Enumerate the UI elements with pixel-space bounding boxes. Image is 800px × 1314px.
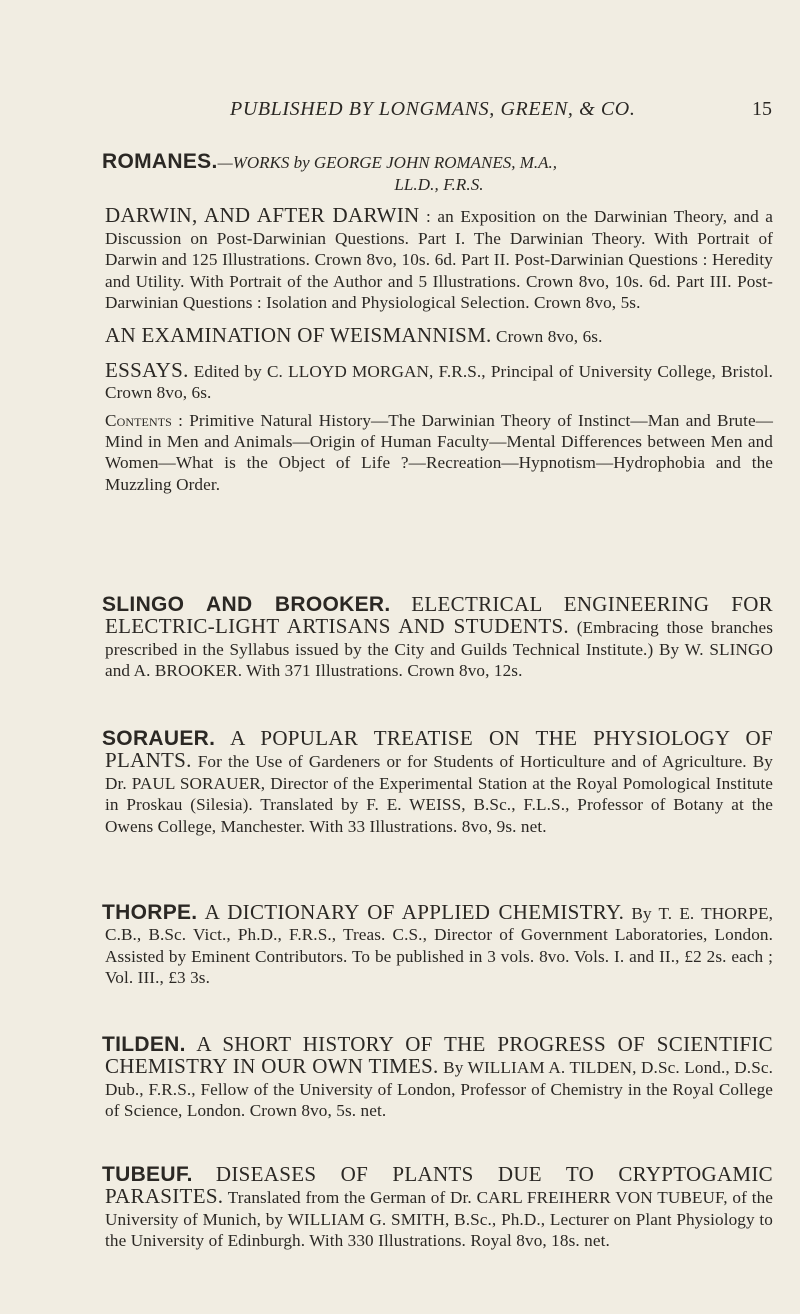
entry-author: SORAUER. [102, 727, 216, 750]
contents-text: Primitive Natural History—The Darwinian Theory of Instinct—Man and Brute—Mind in Men and Animals—Origin of Human Faculty—Mental Differences between Men and Women—What is the Object of Life ?—Recreation—Hypnotism—Hydrophobia and the Muzzling Order. [105, 410, 773, 494]
entry-author: TUBEUF. [102, 1163, 193, 1186]
work-description: Translated from the German of Dr. CARL FREIHERR VON TUBEUF, of the University of Munich, by WILLIAM G. SMITH, B.Sc., Ph.D., Lecturer on Plant Physiology to the University of Edinburgh. With 330 Illustrations. Royal 8vo, 18s. net. [105, 1188, 773, 1251]
entry-sorauer [102, 726, 773, 837]
entry-tilden [102, 1032, 773, 1122]
work-description: By T. E. THORPE, C.B., B.Sc. Vict., Ph.D., F.R.S., Treas. C.S., Director of Government Laboratories, London. Assisted by Eminent Contributors. To be published in 3 vols. 8vo. Vols. I. and II., £2 2s. each ; Vol. III., £3 3s. [105, 904, 773, 988]
work-title: ESSAYS. [105, 357, 189, 382]
work-description: : an Exposition on the Darwinian Theory, and a Discussion on Post-Darwinian Questions. Part I. The Darwinian Theory. With Portrait of Darwin and 125 Illustrations. Crown 8vo, 10s. 6d. Part II. Post-Darwinian Questions : Heredity and Utility. With Portrait of the Author and 5 Illustrations. Crown 8vo, 10s. 6d. Part III. Post-Darwinian Questions : Isolation and Physiological Selection. Crown 8vo, 5s. [105, 207, 773, 313]
work-item [105, 357, 773, 404]
entry-thorpe [102, 900, 773, 989]
entry-heading [102, 1162, 773, 1252]
work-title: ELECTRICAL ENGINEERING FOR ELECTRIC-LIGHT ARTISANS AND STUDENTS. [105, 592, 773, 639]
work-title: DARWIN, AND AFTER DARWIN [105, 203, 420, 228]
contents-label: Contents : [105, 410, 184, 430]
work-title: A SHORT HISTORY OF THE PROGRESS OF SCIENTIFIC CHEMISTRY IN OUR OWN TIMES. [105, 1032, 773, 1079]
running-head [0, 98, 800, 128]
entry-author: TILDEN. [102, 1033, 186, 1056]
entry-author: ROMANES. [102, 150, 218, 173]
work-title: A DICTIONARY OF APPLIED CHEMISTRY. [204, 900, 625, 924]
page-number: 15 [752, 98, 772, 120]
work-description: For the Use of Gardeners or for Students of Horticulture and of Agriculture. By Dr. PAUL SORAUER, Director of the Experimental Station at the Royal Pomological Institute in Proskau (Silesia). Translated by F. E. WEISS, B.Sc., F.L.S., Professor of Botany at the Owens College, Manchester. With 33 Illustrations. 8vo, 9s. net. [105, 752, 773, 836]
work-item [105, 205, 773, 313]
entry-subheading: —WORKS by GEORGE JOHN ROMANES, M.A., [217, 153, 558, 172]
entry-heading [102, 726, 773, 837]
entry-author: THORPE. [102, 901, 198, 924]
entry-romanes [102, 150, 773, 495]
entry-heading [102, 1032, 773, 1122]
entry-slingo-brooker [102, 592, 773, 682]
work-description: (Embracing those branches prescribed in the Syllabus issued by the City and Guilds Technical Institute.) By W. SLINGO and A. BROOKER. With 371 Illustrations. Crown 8vo, 12s. [105, 618, 773, 681]
entry-author: SLINGO AND BROOKER. [102, 593, 391, 616]
work-title: DISEASES OF PLANTS DUE TO CRYPTOGAMIC PARASITES. [105, 1162, 773, 1209]
entry-heading [102, 900, 773, 989]
work-description: Crown 8vo, 6s. [496, 327, 603, 347]
running-head-title: PUBLISHED BY LONGMANS, GREEN, & CO. [230, 98, 636, 120]
work-title: AN EXAMINATION OF WEISMANNISM. [105, 323, 492, 348]
entry-subheading-continued: LL.D., F.R.S. [394, 175, 484, 194]
work-description: Edited by C. LLOYD MORGAN, F.R.S., Principal of University College, Bristol. Crown 8vo, 6s. [105, 361, 773, 403]
entry-heading [102, 592, 773, 682]
entry-tubeuf [102, 1162, 773, 1252]
work-item [105, 325, 773, 347]
contents-list [105, 410, 773, 496]
work-title: A POPULAR TREATISE ON THE PHYSIOLOGY OF PLANTS. [105, 726, 773, 773]
work-description: By WILLIAM A. TILDEN, D.Sc. Lond., D.Sc. Dub., F.R.S., Fellow of the University of London, Professor of Chemistry in the Royal College of Science, London. Crown 8vo, 5s. net. [105, 1058, 773, 1121]
